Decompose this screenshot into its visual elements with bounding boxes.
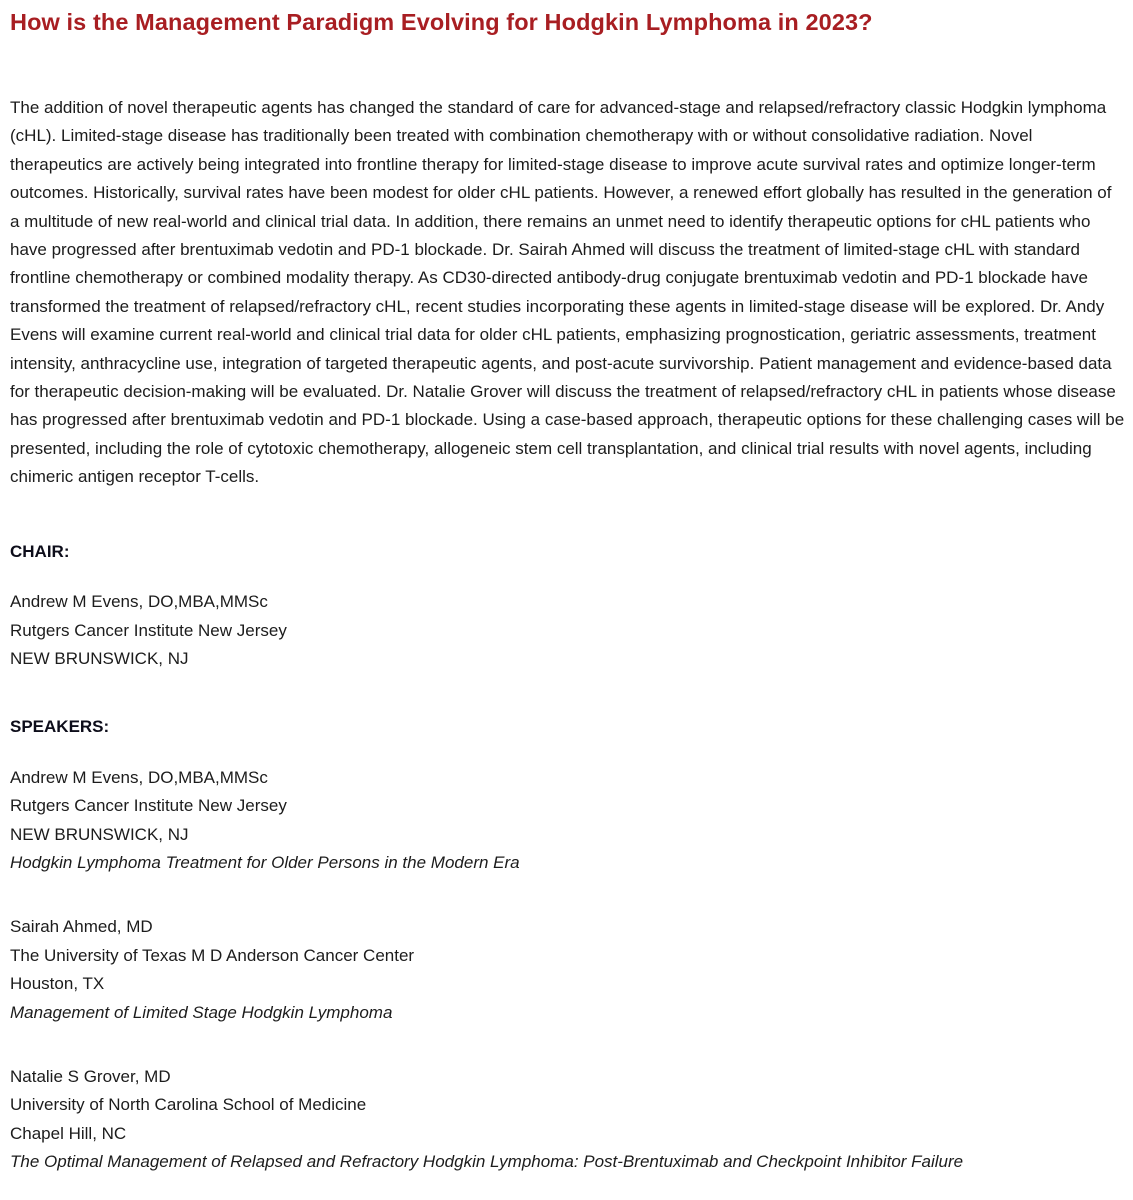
person-location: NEW BRUNSWICK, NJ: [10, 648, 189, 668]
speakers-section: [10, 713, 1125, 1176]
person-location: Chapel Hill, NC: [10, 1123, 127, 1143]
chair-person: [10, 588, 1125, 673]
person-name: Natalie S Grover, MD: [10, 1066, 171, 1086]
person-institution: Rutgers Cancer Institute New Jersey: [10, 796, 287, 816]
session-page: [10, 0, 1125, 1177]
person-name: Andrew M Evens, DO,MBA,MMSc: [10, 767, 268, 787]
person-institution: University of North Carolina School of Medicine: [10, 1095, 367, 1115]
person-institution: Rutgers Cancer Institute New Jersey: [10, 620, 287, 640]
speakers-label: SPEAKERS:: [10, 717, 110, 737]
talk-title: The Optimal Management of Relapsed and Refractory Hodgkin Lymphoma: Post-Brentuximab and Checkpoint Inhibitor Failure: [10, 1152, 964, 1172]
person-location: Houston, TX: [10, 974, 105, 994]
chair-section: [10, 538, 1125, 674]
person-location: NEW BRUNSWICK, NJ: [10, 824, 189, 844]
person-name: Sairah Ahmed, MD: [10, 917, 153, 937]
speaker-item: [10, 913, 1125, 1027]
talk-title: Hodgkin Lymphoma Treatment for Older Persons in the Modern Era: [10, 852, 520, 872]
person-institution: The University of Texas M D Anderson Cancer Center: [10, 945, 415, 965]
person-name: Andrew M Evens, DO,MBA,MMSc: [10, 592, 268, 612]
chair-label: CHAIR:: [10, 541, 70, 561]
page-title: How is the Management Paradigm Evolving for Hodgkin Lymphoma in 2023?: [10, 9, 873, 35]
speaker-item: [10, 1063, 1125, 1177]
speaker-item: [10, 764, 1125, 878]
talk-title: Management of Limited Stage Hodgkin Lymphoma: [10, 1002, 393, 1022]
session-description: The addition of novel therapeutic agents has changed the standard of care for advanced-stage and relapsed/refractory classic Hodgkin lymphoma (cHL). Limited-stage disease has traditionally been treated with combination chemotherapy with or without consolidative radiation. Novel therapeutics are actively being integrated into frontline therapy for limited-stage disease to improve acute survival rates and optimize longer-term outcomes. Historically, survival rates have been modest for older cHL patients. However, a renewed effort globally has resulted in the generation of a multitude of new real-world and clinical trial data. In addition, there remains an unmet need to identify therapeutic options for cHL patients who have progressed after brentuximab vedotin and PD-1 blockade. Dr. Sairah Ahmed will discuss the treatment of limited-stage cHL with standard frontline chemotherapy or combined modality therapy. As CD30-directed antibody-drug conjugate brentuximab vedotin and PD-1 blockade have transformed the treatment of relapsed/refractory cHL, recent studies incorporating these agents in limited-stage disease will be explored. Dr. Andy Evens will examine current real-world and clinical trial data for older cHL patients, emphasizing prognostication, geriatric assessments, treatment intensity, anthracycline use, integration of targeted therapeutic agents, and post-acute survivorship. Patient management and evidence-based data for therapeutic decision-making will be evaluated. Dr. Natalie Grover will discuss the treatment of relapsed/refractory cHL in patients whose disease has progressed after brentuximab vedotin and PD-1 blockade. Using a case-based approach, therapeutic options for these challenging cases will be presented, including the role of cytotoxic chemotherapy, allogeneic stem cell transplantation, and clinical trial results with novel agents, including chimeric antigen receptor T-cells.: [10, 98, 1125, 487]
